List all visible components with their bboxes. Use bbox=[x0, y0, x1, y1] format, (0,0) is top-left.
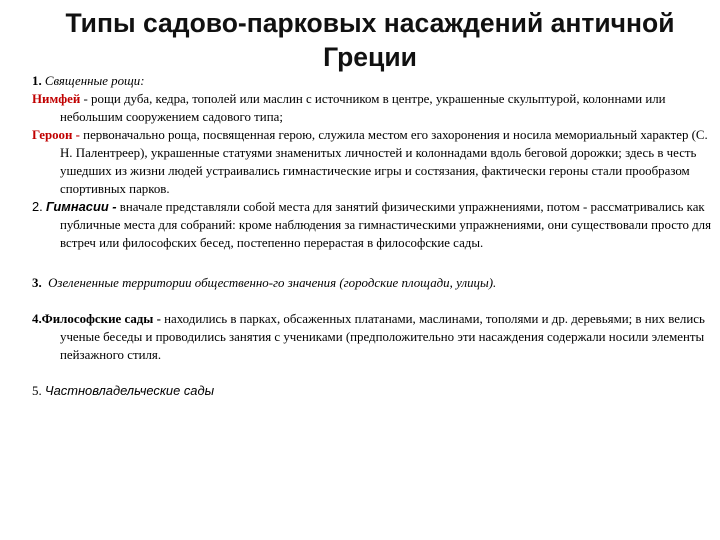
item-5-number: 5. bbox=[32, 384, 42, 398]
item-4-text: находились в парках, обсаженных платанами, маслинами, тополями и др. деревьями; в них велись ученые беседы и проводились занятия с учениками (предположительно эти насаждения содержали носили элементы пейзажного стиля. bbox=[60, 312, 705, 362]
item-2-term: Гимнасии - bbox=[46, 199, 117, 214]
item-4-number: 4. bbox=[32, 312, 42, 326]
item-3-text: Озелененные территории общественно-го значения (городские площади, улицы). bbox=[48, 276, 497, 290]
item-3-paragraph bbox=[32, 274, 712, 292]
item-4-term: Философские сады - bbox=[41, 312, 161, 326]
item-5-paragraph bbox=[32, 382, 712, 400]
nymphaea-text: - рощи дуба, кедра, тополей или маслин с источником в центре, украшенные скульптурой, колоннами или небольшим сооружением садового типа; bbox=[60, 92, 666, 124]
item-5-text: Частновладельческие сады bbox=[44, 383, 215, 398]
item-1-heading bbox=[32, 72, 712, 90]
nymphaea-term: Нимфей bbox=[32, 92, 81, 106]
heroon-term: Героон - bbox=[32, 128, 80, 142]
item-2-number: 2. bbox=[32, 199, 43, 214]
nymphaea-paragraph bbox=[32, 90, 712, 126]
item-2-text: вначале представляли собой места для занятий физическими упражнениями, потом - рассматривались как публичные места для собраний: кроме наблюдения за гимнастическими упражнениями, они существовали просто для встреч или философских бесед, постепенно перерастая в философские сады. bbox=[60, 200, 712, 250]
slide-content bbox=[32, 72, 712, 400]
item-1-number: 1. bbox=[32, 74, 42, 88]
item-2-paragraph bbox=[32, 198, 712, 252]
slide-title: Типы садово-парковых насаждений античной Греции bbox=[65, 8, 675, 72]
item-4-paragraph bbox=[32, 310, 712, 364]
heroon-text: первоначально роща, посвященная герою, служила местом его захоронения и носила мемориальный характер (С. Н. Палентреер), украшенные статуями знаменитых личностей и колоннадами вдоль беговой дорожки; здесь в честь ушедших из жизни людей устраивались гимнастические игры и состязания, фактически героны стали прообразом спортивных парков. bbox=[60, 128, 708, 196]
item-3-number: 3. bbox=[32, 276, 42, 290]
item-1-title: Священные рощи: bbox=[44, 74, 145, 88]
heroon-paragraph bbox=[32, 126, 712, 198]
